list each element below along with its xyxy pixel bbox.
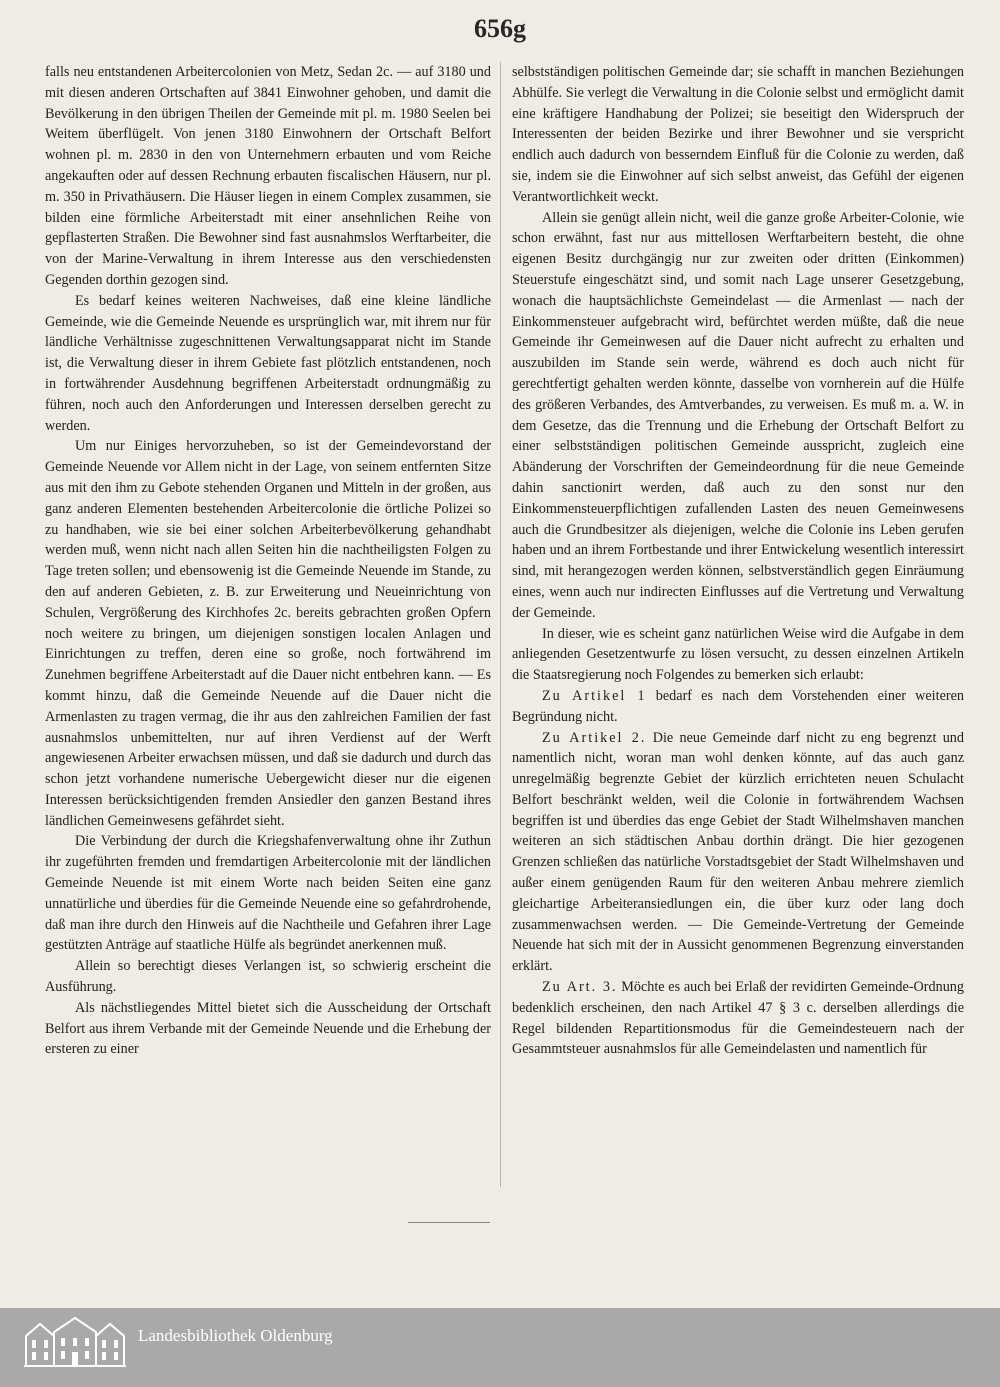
article-heading: Zu Artikel 2. — [542, 729, 647, 746]
library-name[interactable]: Landesbibliothek Oldenburg — [138, 1326, 333, 1345]
paragraph — [512, 686, 964, 728]
paragraph: In dieser, wie es scheint ganz natürlichen Weise wird die Aufgabe in dem anliegenden Gesetzentwurfe zu lösen versucht, zu dessen einzelnen Artikeln die Staatsregierung noch Folgendes zu bemerken sich erlaubt: — [512, 625, 964, 684]
right-column — [512, 62, 964, 1060]
paragraph: Um nur Einiges hervorzuheben, so ist der Gemeindevorstand der Gemeinde Neuende vor Allem nicht in der Lage, von seinem entfernten Sitze aus mit den ihm zu Gebote stehenden Organen und Mitteln in der großen, aus ganz anderen Elementen bestehenden Arbeitercolonie die örtliche Polizei so zu handhaben, wie sie bei einer solchen Arbeiterbevölkerung gehandhabt werden muß, wenn nicht nach allen Seiten hin die nachtheiligsten Folgen zu Tage treten sollen; und ebensowenig ist die Gemeinde Neuende im Stande, zu den auf anderen Gebieten, z. B. zur Erweiterung und Neueinrichtung von Schulen, Vergrößerung des Kirchhofes 2c. bereits gebrachten großen Opfern noch weitere zu bringen, um diejenigen sonstigen localen Anlagen und Einrichtungen zu treffen, deren eine so große, noch fortwährend im Zunehmen begriffene Arbeiterstadt auf die Dauer nicht entbehren kann. — Es kommt hinzu, daß die Gemeinde Neuende auf die Dauer nicht die Armenlasten zu tragen vermag, die ihr aus den zahlreichen Familien der fast ausnahmslos unbemittelten, nur auf ihren Verdienst auf der Werft angewiesenen Arbeiter erwachsen müssen, und daß sie dadurch und durch das schon jetzt vorhandene numerische Uebergewicht dieser nur die eigenen Interessen berücksichtigenden fremden Ansiedler den ganzen Bestand ihres ländlichen Gemeinwesens gefährdet sieht. — [45, 438, 491, 829]
paragraph-text: Die neue Gemeinde darf nicht zu eng begrenzt und namentlich nicht, woran man wohl denken könnte, auf das auch ganz unregelmäßig begrenzte Gebiet der kürzlich errichteten neuen Schulacht Belfort beschränkt welden, weil die Colonie in fortwährendem Wachsen begriffen ist und überdies das enge Gebiet der Stadt Wilhelmshaven manchen weiteren an sich städtischen Anbau dorthin drängt. Die hier gezogenen Grenzen schließen das natürliche Vorstadtsgebiet der Stadt Wilhelmshaven und außer einem genügenden Raum für den weiteren Anbau mehrere ziemlich gleichartige Arbeiteransiedlungen ein, die über kurz oder lang doch zusammenwachsen werden. — Die Gemeinde-Vertretung der Gemeinde Neuende hat sich mit der in Aussicht genommenen Begrenzung einverstanden erklärt. — [512, 729, 964, 975]
library-building-icon — [22, 1314, 128, 1370]
paragraph — [512, 977, 964, 1060]
paragraph: Die Verbindung der durch die Kriegshafenverwaltung ohne ihr Zuthun ihr zugeführten fremden und fremdartigen Arbeitercolonie mit der ländlichen Gemeinde Neuende ist mit einem Worte nach beiden Seiten eine ganz unnatürliche und überdies für die Gemeinde Neuende eine so gefahrdrohende, daß man ihre durch den Hinweis auf die Nachtheile und Gefahren ihrer Lage gestützten Anträge auf staatliche Hülfe als begründet anerkennen muß. — [45, 833, 491, 954]
article-heading: Zu Art. 3. — [542, 979, 618, 996]
paragraph: Allein sie genügt allein nicht, weil die ganze große Arbeiter-Colonie, wie schon erwähnt, fast nur aus mittellosen Werftarbeitern besteht, die ohne eigenen Besitz durchgängig nur zur zweiten oder dritten (Einkommen) Steuerstufe eingeschätzt sind, und somit nach Lage unserer Gesetzgebung, wonach die hauptsächlichste Gemeindelast — die Armenlast — nach der Einkommensteuer aufgebracht wird, befürchtet werden müßte, daß die neue Gemeinde ihr Gemeinwesen auf die Dauer nicht aufrecht zu erhalten und auszubilden im Stande sein werde, während es doch auch nicht für gerechtfertigt gehalten werden könnte, dasselbe von vornherein auf die Hülfe des größeren Verbandes, des Amtverbandes, zu verweisen. Es muß m. a. W. in dem Gesetze, das die Trennung und die Erhebung der Ortschaft Belfort zu einer selbstständigen politischen Gemeinde ausspricht, zugleich eine Abänderung der Vorschriften der Gemeindeordnung für die neue Gemeinde dahin sanctionirt werden, daß auch zu den sonst nur den Einkommensteuerpflichtigen zufallenden Lasten des neuen Gemeinwesens auch die Grundbesitzer als diejenigen, welche die Colonie ins Leben gerufen haben und an ihrem Fortbestande und ihrer Entwickelung wesentlich interessirt sind, mit herangezogen werden können, selbstverständlich gegen Einräumung eines, wenn auch nur indirecten Einflusses auf die Vertretung und Verwaltung der Gemeinde. — [512, 209, 964, 621]
paragraph: selbstständigen politischen Gemeinde dar; sie schafft in manchen Beziehungen Abhülfe. Sie verlegt die Verwaltung in die Colonie selbst und ermöglicht damit eine kräftigere Handhabung der Polizei; sie beseitigt den Widerspruch der Interessenten der beiden Bezirke und ihrer Bewohner und sie verspricht endlich auch dadurch von besserndem Einfluß für die Colonie zu werden, daß sie, indem sie die Einwohner auf sich selbst anweist, das Gefühl der eigenen Verantwortlichkeit weckt. — [512, 64, 964, 205]
left-column — [45, 62, 491, 1060]
column-divider — [500, 62, 501, 1187]
paragraph — [512, 728, 964, 978]
footnote-rule — [408, 1222, 490, 1223]
paragraph-text: bedarf es nach dem Vorstehenden einer weiteren Begründung nicht. — [512, 687, 964, 725]
paragraph-text: Möchte es auch bei Erlaß der revidirten Gemeinde-Ordnung bedenklich erscheinen, den nach Artikel 47 § 3 c. derselben allerdings die Regel bildenden Repartitionsmodus für die Gemeindesteuern nach der Gesammtsteuer ausnahmslos für alle Gemeindelasten und namentlich für — [512, 979, 964, 1058]
paragraph: Es bedarf keines weiteren Nachweises, daß eine kleine ländliche Gemeinde, wie die Gemeinde Neuende es ursprünglich war, mit ihrem nur für ländliche Verhältnisse zugeschnittenen Verwaltungsapparat nicht im Stande ist, die Verwaltung dieser in ihrem Gebiete fast plötzlich entstandenen, noch in fortwährender Ausdehnung begriffenen Arbeiterstadt ordnungmäßig zu führen, noch auch den Anforderungen und Interessen derselben gerecht zu werden. — [45, 292, 491, 434]
paragraph: falls neu entstandenen Arbeitercolonien von Metz, Sedan 2c. — auf 3180 und mit diesen anderen Ortschaften auf 3841 Einwohner gehoben, und damit die Bevölkerung in den übrigen Theilen der Gemeinde mit pl. m. 1980 Seelen bei Weitem überflügelt. Von jenen 3180 Einwohnern der Ortschaft Belfort wohnen pl. m. 2830 in den von Unternehmern erbauten und vom Reiche angekauften oder auf dessen Rechnung erbauten fiscalischen Häusern, nur pl. m. 350 in Privathäusern. Die Häuser liegen in einem Complex zusammen, sie bilden eine förmliche Arbeiterstadt mit einer ansehnlichen Reihe von gepflasterten Straßen. Die Bewohner sind fast ausnahmslos Werftarbeiter, die von der Marine-Verwaltung in ihrem Interesse aus den verschiedensten Gegenden dorthin gezogen sind. — [45, 64, 491, 288]
page-number: 656g — [474, 14, 526, 43]
paragraph: Als nächstliegendes Mittel bietet sich die Ausscheidung der Ortschaft Belfort aus ihrem Verbande mit der Gemeinde Neuende und die Erhebung der ersteren zu einer — [45, 999, 491, 1058]
article-heading: Zu Artikel 1 — [542, 687, 647, 704]
paragraph: Allein so berechtigt dieses Verlangen ist, so schwierig erscheint die Ausführung. — [45, 958, 491, 996]
library-footer — [0, 1308, 1000, 1387]
